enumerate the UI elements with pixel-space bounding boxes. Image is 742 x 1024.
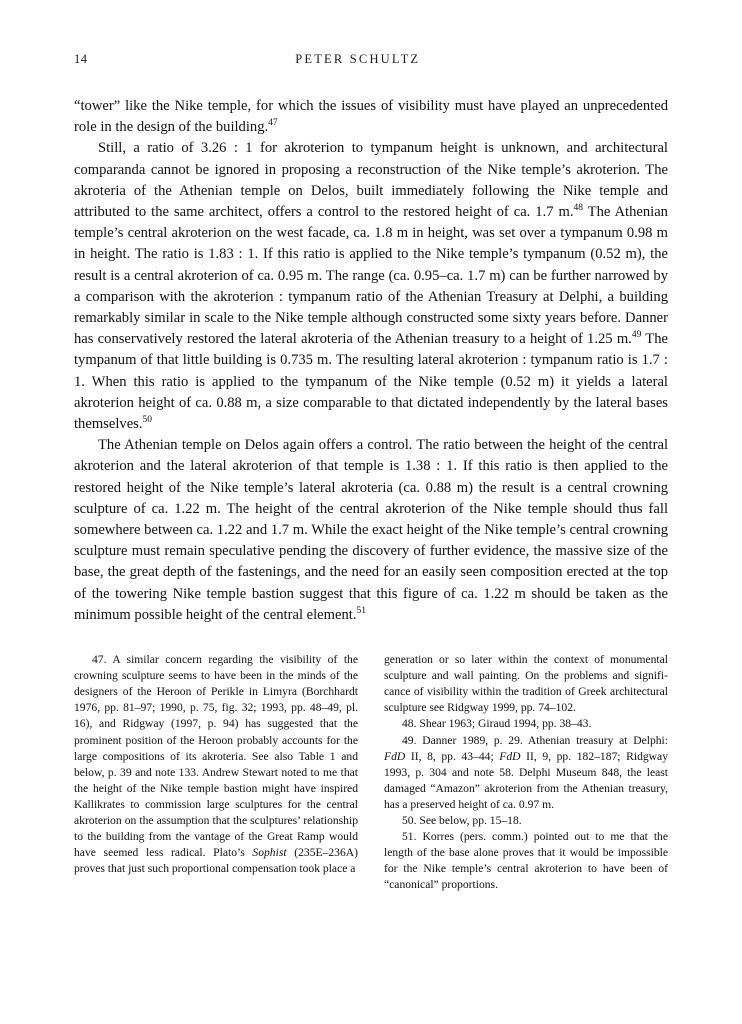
footnote-reference: 49 bbox=[631, 330, 642, 341]
italic-text: FdD bbox=[384, 749, 406, 763]
text-run: The Athenian temple’s central akroterion on the west facade, ca. 1.8 m in height, was set over a tympanum 0.98 m in height. The ratio is 1.83 : 1. If this ratio is applied to the Nike temple’s tympanum (0.52 m), the result is a central akroterion of ca. 0.95 m. The range (ca. 0.95–ca. 1.7 m) can be further narrowed by a comparison with the akroterion : tympanum ratio of the Athenian Treasury at Delphi, a building remarkably similar in scale to the Nike temple although constructed some sixty years before. Danner has conservatively restored the lateral akroteria of the Athenian treasury to a height of 1.25 m. bbox=[74, 204, 668, 348]
text-run: generation or so later within the context of monumental sculpture and wall painting. On the problems and significance of visibility within the tradition of Greek architectural sculpture see Ridgway 1999, pp. 74–102. bbox=[384, 653, 668, 715]
text-run: (235E–236A) proves that just such proportional compensation took place a bbox=[74, 846, 358, 876]
body-paragraph bbox=[74, 96, 668, 138]
footnote-column-left bbox=[74, 652, 358, 893]
text-run: Still, a ratio of 3.26 : 1 for akroterion to tympanum height is unknown, and architectural comparanda cannot be ignored in proposing a reconstruction of the Nike temple’s akroterion. The akroteria of the Athenian temple on Delos, built immediately following the Nike temple and attributed to the same architect, offers a control to the restored height of ca. 1.7 m. bbox=[74, 140, 668, 221]
footnote-paragraph bbox=[74, 652, 358, 877]
text-run: 50. See below, pp. 15–18. bbox=[402, 814, 522, 828]
body-text bbox=[74, 96, 668, 626]
running-head bbox=[74, 52, 668, 70]
footnote-reference: 51 bbox=[356, 606, 366, 617]
text-run: 48. Shear 1963; Giraud 1994, pp. 38–43. bbox=[402, 717, 592, 731]
running-title: PETER SCHULTZ bbox=[295, 52, 421, 66]
footnote-paragraph bbox=[384, 652, 668, 716]
text-run: “tower” like the Nike temple, for which the issues of visibility must have played an unprecedented role in the design of the building. bbox=[74, 98, 668, 136]
footnote-paragraph bbox=[384, 716, 668, 732]
italic-text: FdD bbox=[499, 749, 521, 763]
text-run: II, 8, pp. 43–44; bbox=[405, 749, 500, 763]
text-run: The Athenian temple on Delos again offers a control. The ratio between the height of the central akroterion and the lateral akroterion of that temple is 1.38 : 1. If this ratio is then applied to the restored height of the Nike temple’s lateral akroteria (ca. 0.88 m) the result is a central crowning sculpture of ca. 1.22 m. The height of the central akroterion of the Nike temple should thus fall somewhere between ca. 1.22 and 1.7 m. While the exact height of the Nike temple’s central crowning sculpture must remain speculative pending the discovery of further evidence, the massive size of the base, the great depth of the fastenings, and the need for an easily seen composition erected at the top of the towering Nike temple bastion suggest that this figure of ca. 1.22 m should be taken as the minimum possible height of the central element. bbox=[74, 437, 668, 623]
footnote-reference: 48 bbox=[573, 203, 583, 214]
text-run: II, 9, pp. 182–187; Ridgway 1993, p. 304 and note 58. Delphi Museum 848, the least damaged “Amazon” akroterion from the Athenian treasury, has a preserved height of ca. 0.97 m. bbox=[384, 749, 668, 811]
footnote-column-right bbox=[384, 652, 668, 893]
text-run: 49. Danner 1989, p. 29. Athenian treasury at Delphi: bbox=[402, 733, 668, 747]
text-run: 47. A similar concern regarding the visibility of the crowning sculpture seems to have been in the minds of the designers of the Heroon of Perikle in Limyra (Borchhardt 1976, pp. 81–97; 1990, p. 75, fig. 32; 1993, pp. 48–49, pl. 16), and Ridgway (1997, p. 94) has suggested that the prominent position of the Heroon probably accounts for the large compositions of its akroteria. See also Table 1 and below, p. 39 and note 133. Andrew Stewart noted to me that the height of the Nike temple bastion might have inspired Kallikrates to commission large sculptures for the central akroterion on the assumption that the sculptures’ relationship to the building from the vantage of the Great Ramp would have seemed less radical. Plato’s bbox=[74, 653, 358, 860]
footnotes bbox=[74, 652, 668, 893]
footnote-reference: 50 bbox=[142, 415, 152, 426]
italic-text: Sophist bbox=[252, 846, 287, 860]
folio-number: 14 bbox=[74, 52, 88, 66]
footnote-paragraph bbox=[384, 733, 668, 813]
body-paragraph bbox=[74, 138, 668, 435]
text-run: 51. Korres (pers. comm.) pointed out to me that the length of the base alone proves that it would be impossible for the Nike temple’s central akroterion to have been of “canonical” proportions. bbox=[384, 830, 668, 892]
footnote-reference: 47 bbox=[268, 118, 278, 129]
body-paragraph bbox=[74, 435, 668, 626]
footnote-paragraph bbox=[384, 829, 668, 893]
text-run: The tympanum of that little building is 0.735 m. The resulting lateral akroterion : tympanum ratio is 1.7 : 1. When this ratio is applied to the tympanum of the Nike temple (0.52 m) it yields a lateral akroterion height of ca. 0.88 m, a size comparable to that dictated independently by the lateral bases themselves. bbox=[74, 331, 668, 433]
footnote-paragraph bbox=[384, 813, 668, 829]
